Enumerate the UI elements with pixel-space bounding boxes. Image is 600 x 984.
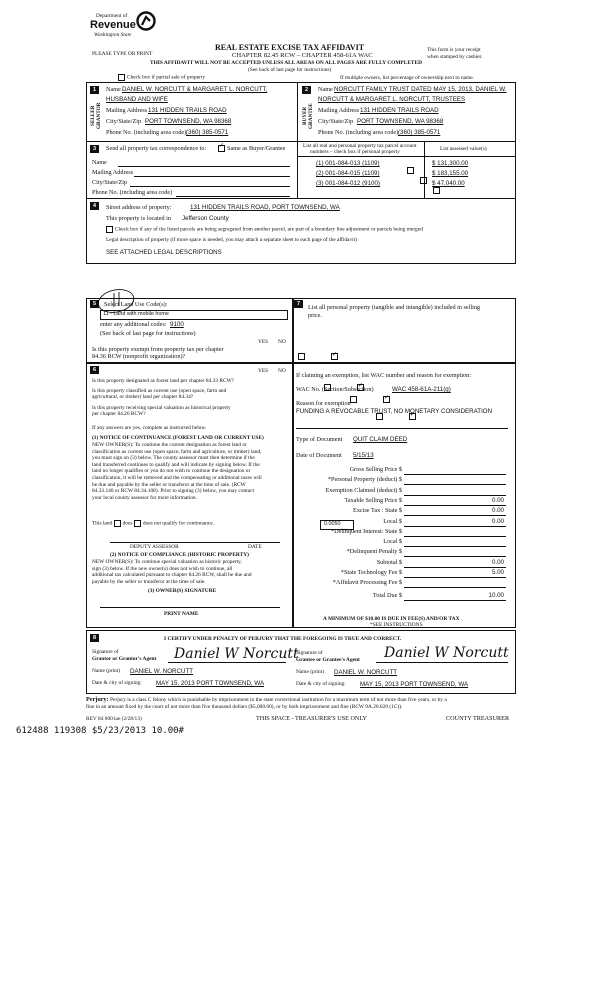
multiple-owners-note: If multiple owners, list percentage of ownership next to name. — [340, 75, 474, 81]
corr-name-label: Name — [92, 159, 107, 166]
reason-value[interactable]: FUNDING A REVOCABLE TRUST, NO MONETARY CONSIDERATION — [296, 408, 493, 415]
tax-row-label: Total Due $ — [372, 591, 402, 599]
form-warning: THIS AFFIDAVIT WILL NOT BE ACCEPTED UNLESS ALL AREAS ON ALL PAGES ARE FULLY COMPLETED — [150, 60, 423, 66]
notice1-line: your local county assessor for more information. — [92, 494, 197, 501]
notice1-line: land transferred continues to qualify and will indicate by signing below. If the — [92, 461, 260, 468]
grantee-name-label: Name (print) — [296, 669, 324, 675]
exempt-q1: Is this property exempt from property tax per chapter — [92, 346, 224, 353]
wac-label: WAC No. (Section/Subsection) — [296, 386, 374, 393]
land-use-label: Select Land Use Code(s): — [104, 301, 168, 308]
grantee-sig-label-1: Signature of — [296, 650, 323, 656]
buyer-name-value[interactable]: NORCUTT FAMILY TRUST DATED MAY 15, 2013, DANIEL W. — [334, 86, 507, 93]
treasurer-space: THIS SPACE - TREASURER'S USE ONLY — [256, 715, 368, 722]
street-label: Street address of property: — [106, 204, 172, 211]
exempt-q2: 84.36 RCW (nonprofit organization)? — [92, 353, 186, 360]
section-8-number: 8 — [90, 634, 99, 642]
s6-no: NO — [278, 368, 286, 374]
located-label: This property is located in — [106, 215, 171, 222]
personal-property-label-2: price. — [308, 312, 322, 319]
tax-row-field[interactable] — [404, 580, 506, 588]
correspondence-label: Send all property tax correspondence to: — [106, 145, 207, 152]
tax-row-value: 0.00 — [491, 507, 504, 515]
notice1-line: be due and payable by the seller or transferor at the time of sale. (RCW — [92, 481, 246, 488]
revenue-logo-icon — [136, 11, 156, 31]
doc-date-value[interactable]: 5/15/13 — [353, 452, 374, 459]
grantee-sig-label-2: Grantee or Grantee's Agent — [296, 657, 360, 663]
minimum-due-note: A MINIMUM OF $10.00 IS DUE IN FEE(S) AND/OR TAX — [323, 616, 460, 622]
exempt-no-checkbox[interactable] — [331, 353, 338, 360]
land-use-selected: 11 - Land with mobile home — [103, 311, 169, 317]
this-land-label: This land — [92, 520, 113, 527]
rev-number: REV 84 0001ae (2/28/13) — [86, 716, 142, 722]
grantee-name-value[interactable]: DANIEL W. NORCUTT — [334, 669, 398, 676]
corr-address-line[interactable] — [134, 176, 290, 177]
s6-q2a: Is this property classified as current use (open space, farm and — [92, 388, 227, 394]
tax-row-value: 5.00 — [491, 569, 504, 576]
notice1-title: (1) NOTICE OF CONTINUANCE (FOREST LAND OR CURRENT USE) — [92, 435, 264, 441]
tax-row-field[interactable] — [404, 549, 506, 557]
s6-q2-no-checkbox[interactable] — [383, 396, 390, 403]
parcel-3-number[interactable]: (3) 001-084-012 (9100) — [316, 180, 380, 187]
cashier-stamp: 612488 119308 $5/23/2013 10.00# — [16, 726, 184, 736]
corr-city-label: City/State/Zip — [92, 179, 128, 186]
doc-type-value[interactable]: QUIT CLAIM DEED — [353, 436, 408, 443]
parcel-2-personal-checkbox[interactable] — [420, 177, 427, 184]
buyer-address-label: Mailing Address — [318, 107, 360, 114]
notice1-line: 84.33.140 or RCW 84.34.108). Prior to signing (3) below, you may contact — [92, 488, 254, 495]
exempt-yes-checkbox[interactable] — [298, 353, 305, 360]
notice2-line: additional tax calculated pursuant to chapter 84.26 RCW, shall be due and — [92, 572, 252, 579]
grantor-name-value[interactable]: DANIEL W. NORCUTT — [130, 668, 194, 675]
buyer-phone-label: Phone No. (including area code) — [318, 129, 399, 136]
doc-date-label: Date of Document — [296, 452, 342, 459]
tax-row-label: *Delinquent Interest: State $ — [331, 527, 402, 535]
section-2-number: 2 — [302, 86, 311, 94]
tax-row-field[interactable] — [404, 529, 506, 537]
reason-label: Reason for exemption — [296, 400, 351, 407]
notice2-line: payable by the seller or transferor at the time of sale. — [92, 578, 206, 585]
same-as-buyer-label: Same as Buyer/Grantee — [227, 145, 286, 152]
seller-address-value[interactable]: 131 HIDDEN TRAILS ROAD — [148, 107, 227, 114]
s6-if-yes: If any answers are yes, complete as instructed below. — [92, 425, 207, 431]
partial-sale-label: Check box if partial sale of property — [127, 74, 206, 81]
tax-row-label: Gross Selling Price $ — [349, 466, 402, 473]
tax-row-field[interactable] — [404, 488, 506, 496]
local-rate-box[interactable] — [320, 520, 354, 530]
additional-codes-value[interactable]: 9100 — [170, 321, 184, 328]
grantee-signature: Daniel W Norcutt — [384, 645, 509, 661]
owner-signature-label: (3) OWNER(S) SIGNATURE — [148, 588, 217, 594]
revenue-logo — [90, 11, 170, 43]
s6-yes: YES — [258, 368, 269, 374]
deputy-date-label: DATE — [248, 544, 262, 550]
notice1-line: you must sign on (3) below. The county assessor must then determine if the — [92, 455, 255, 462]
grantor-name-label: Name (print) — [92, 668, 120, 674]
tax-row-value: 0.00 — [491, 517, 504, 525]
located-value[interactable]: Jefferson County — [182, 215, 229, 222]
notice2-line: NEW OWNER(S): To continue special valuation as historic property, — [92, 559, 242, 565]
notice1-line: land no longer qualifies or you do not wish to continue the designation or — [92, 468, 251, 475]
parcel-2-number[interactable]: (2) 001-084-015 (1109) — [316, 170, 380, 177]
seller-address-label: Mailing Address — [106, 107, 148, 114]
s6-q2-yes-checkbox[interactable] — [350, 396, 357, 403]
receipt-line1: This form is your receipt — [427, 47, 481, 53]
additional-codes-label: enter any additional codes: — [100, 321, 167, 328]
this-land-row — [92, 520, 214, 527]
corr-city-line[interactable] — [130, 186, 290, 187]
land-use-see-back: (See back of last page for instructions) — [100, 330, 196, 337]
seller-name-value-2[interactable]: HUSBAND AND WIFE — [106, 96, 168, 103]
perjury-line-2: fine in an amount fixed by the court of not more than five thousand dollars ($5,000.00), or by both imprisonment and fine (RCW 9A.20.020 (1C)). — [86, 704, 403, 710]
does-not-checkbox[interactable] — [134, 520, 141, 527]
corr-phone-label: Phone No. (including area code) — [92, 189, 173, 196]
tax-row-value: 0.00 — [491, 496, 504, 504]
see-instructions-note: *SEE INSTRUCTIONS — [370, 622, 423, 628]
notice2-line: sign (3) below. If the new owner(s) does not wish to continue, all — [92, 565, 233, 572]
buyer-side-label: BUYER GRANTEE — [302, 103, 314, 129]
logo-line1: Department of — [96, 13, 128, 19]
logo-line3: Washington State — [94, 32, 132, 38]
parcel-1-number[interactable]: (1) 001-084-013 (1109) — [316, 160, 380, 167]
tax-row-label: Excise Tax : State $ — [353, 507, 402, 515]
partial-sale-check[interactable] — [118, 74, 205, 81]
legal-value[interactable]: SEE ATTACHED LEGAL DESCRIPTIONS — [106, 249, 222, 256]
parcels-header-1: List all real and personal property tax parcel account — [303, 143, 417, 149]
seller-name-label: Name — [106, 86, 121, 93]
receipt-line2: when stamped by cashier. — [427, 54, 483, 60]
deputy-assessor-label: DEPUTY ASSESSOR — [130, 544, 179, 550]
section-6-number: 6 — [90, 366, 99, 374]
tax-row-label: Subtotal $ — [376, 558, 402, 566]
land-use-no: NO — [278, 339, 286, 345]
partial-sale-checkbox[interactable] — [118, 74, 125, 81]
certify-statement: I CERTIFY UNDER PENALTY OF PERJURY THAT THE FOREGOING IS TRUE AND CORRECT. — [164, 636, 402, 642]
seller-city-value[interactable]: PORT TOWNSEND, WA 98368 — [145, 118, 232, 125]
tax-row-field[interactable] — [404, 539, 506, 547]
tax-row-label: Local $ — [383, 517, 402, 525]
grantee-date-value[interactable]: MAY 15, 2013 PORT TOWNSEND, WA — [360, 681, 469, 688]
grantor-sig-label-2: Grantor or Grantor's Agent — [92, 656, 157, 662]
grantor-sig-label-1: Signature of — [92, 649, 119, 655]
does-label: does — [122, 520, 133, 527]
tax-row-label: Exemption Claimed (deduct) $ — [325, 486, 402, 494]
s6-q1: Is this property designated as forest land per chapter 84.33 RCW? — [92, 378, 235, 384]
does-not-label: does not qualify for continuance. — [142, 520, 214, 527]
tax-row-label: *Affidavit Processing Fee $ — [332, 579, 402, 587]
s6-q2b: agricultural, or timber) land per chapter 84.34? — [92, 394, 194, 400]
s6-q3b: per chapter 84.26 RCW? — [92, 411, 146, 417]
buyer-name-value-2[interactable]: NORCUTT & MARGARET L. NORCUTT, TRUSTEES — [318, 96, 466, 103]
notice1-line: NEW OWNER(S): To continue the current designation as forest land or — [92, 442, 247, 448]
segregated-label: Check box if any of the listed parcels are being segregated from another parcel, are part of a boundary line adjustment or parcels being merged — [115, 226, 423, 233]
segregated-check[interactable] — [106, 226, 423, 233]
wac-value[interactable]: WAC 458-61A-211(g) — [392, 386, 451, 393]
section-7-number: 7 — [294, 300, 303, 308]
seller-side-label: SELLER GRANTOR — [90, 102, 102, 130]
local-rate-value: 0.0050 — [324, 521, 341, 527]
section-5-number: 5 — [90, 300, 99, 308]
tax-row-field[interactable] — [404, 467, 506, 475]
personal-property-label-1: List all personal property (tangible and intangible) included in selling — [308, 304, 481, 311]
print-name-label: PRINT NAME — [164, 611, 199, 617]
section-3-number: 3 — [90, 145, 99, 153]
perjury-line-1: Perjury is a class C felony which is punishable by imprisonment in the state correctional institution for a maximum term of not more than five years, or by a — [110, 697, 447, 703]
buyer-address-value[interactable]: 131 HIDDEN TRAILS ROAD — [360, 107, 439, 114]
parcel-2-value[interactable]: $ 183,155.00 — [432, 170, 469, 177]
tax-row-label: Taxable Selling Price $ — [344, 496, 402, 504]
tax-row-value: 0.00 — [491, 558, 504, 566]
tax-row-label: Local $ — [383, 538, 402, 546]
doc-type-label: Type of Document — [296, 436, 343, 443]
form-title: REAL ESTATE EXCISE TAX AFFIDAVIT — [215, 43, 365, 52]
legal-label: Legal description of property (if more space is needed, you may attach a separate sheet to each page of the affidavit) — [106, 237, 357, 243]
seller-city-label: City/State/Zip — [106, 118, 142, 125]
seller-name-value[interactable]: DANIEL W. NORCUTT & MARGARET L. NORCUTT, — [122, 86, 268, 93]
parcels-header-2: numbers – check box if personal property — [310, 149, 400, 155]
notice1-body — [92, 442, 262, 501]
seller-phone-value[interactable]: (360) 385-0571 — [186, 129, 229, 136]
tax-row-label: *State Technology Fee $ — [340, 569, 402, 576]
street-value[interactable]: 131 HIDDEN TRAILS ROAD, PORT TOWNSEND, WA — [190, 204, 340, 211]
same-as-buyer-checkbox[interactable] — [218, 145, 225, 152]
buyer-phone-value[interactable]: (360) 385-0571 — [398, 129, 441, 136]
form-chapters: CHAPTER 82.45 RCW – CHAPTER 458-61A WAC — [232, 52, 373, 59]
parcel-3-personal-checkbox[interactable] — [433, 187, 440, 194]
county-treasurer: COUNTY TREASURER — [446, 715, 510, 722]
grantor-date-label: Date & city of signing: — [92, 680, 142, 686]
segregated-checkbox[interactable] — [106, 226, 113, 233]
corr-name-line[interactable] — [118, 166, 290, 167]
claim-exemption-label: If claiming an exemption, list WAC number and reason for exemption: — [296, 372, 471, 379]
logo-line2: Revenue — [90, 19, 136, 31]
grantor-date-value[interactable]: MAY 15, 2013 PORT TOWNSEND, WA — [156, 680, 265, 687]
buyer-city-value[interactable]: PORT TOWNSEND, WA 98368 — [357, 118, 444, 125]
buyer-city-label: City/State/Zip — [318, 118, 354, 125]
same-as-buyer-check[interactable] — [218, 145, 285, 153]
assessed-header: List assessed value(s) — [440, 146, 487, 152]
buyer-name-label: Name — [318, 86, 333, 93]
notice1-line: classification as current use (open space, farm and agriculture, or timber) land, — [92, 448, 262, 455]
corr-address-label: Mailing Address — [92, 169, 134, 176]
tax-row-value: 10.00 — [488, 591, 504, 599]
parcel-3-value[interactable]: $ 47,040.00 — [432, 180, 465, 187]
print-note: PLEASE TYPE OR PRINT — [92, 51, 153, 57]
perjury-bold: Perjury: — [86, 696, 109, 703]
grantor-signature: Daniel W Norcutt — [174, 646, 299, 662]
see-back-note: (See back of last page for instructions) — [248, 67, 332, 73]
corr-phone-line[interactable] — [176, 196, 290, 197]
grantee-date-label: Date & city of signing: — [296, 681, 346, 687]
does-checkbox[interactable] — [114, 520, 121, 527]
perjury-text — [86, 697, 447, 704]
notice2-title: (2) NOTICE OF COMPLIANCE (HISTORIC PROPERTY) — [110, 552, 249, 558]
land-use-yes: YES — [258, 339, 269, 345]
section-1-number: 1 — [90, 86, 99, 94]
land-use-select[interactable] — [100, 310, 288, 320]
seller-phone-label: Phone No. (including area code) — [106, 129, 187, 136]
tax-row-field[interactable] — [404, 477, 506, 485]
parcel-1-value[interactable]: $ 131,300.00 — [432, 160, 469, 167]
tax-row-label: *Delinquent Penalty $ — [346, 548, 402, 556]
notice2-body — [92, 559, 252, 585]
tax-row-label: *Personal Property (deduct) $ — [327, 476, 402, 484]
section-4-number: 4 — [90, 202, 99, 210]
s6-q3a: Is this property receiving special valuation as historical property — [92, 405, 231, 411]
parcel-1-personal-checkbox[interactable] — [407, 167, 414, 174]
notice1-line: classification, it will be removed and the compensating or additional taxes will — [92, 474, 262, 481]
